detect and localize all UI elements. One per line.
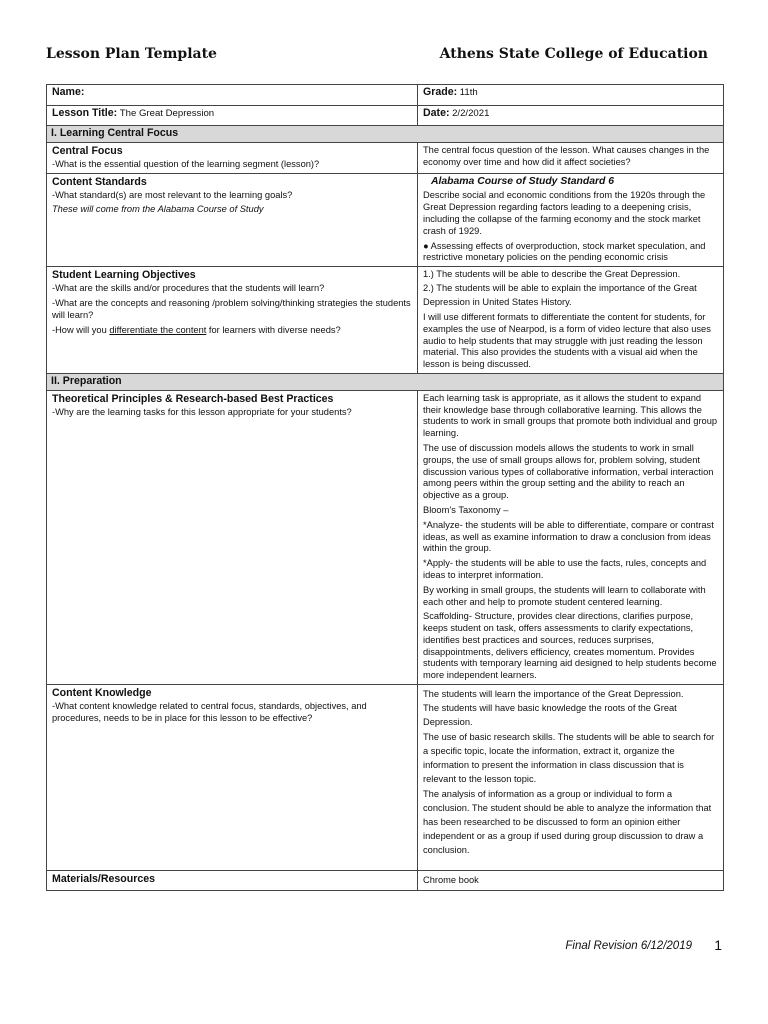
- content-standards-title: Content Standards: [52, 175, 147, 188]
- date-value: 2/2/2021: [452, 108, 490, 119]
- knowledge-paragraph: The students will have basic knowledge the roots of the Great Depression.: [423, 703, 677, 728]
- knowledge-paragraph: The analysis of information as a group or individual to form a conclusion. The student should be able to analyze the information that has been researched to be discussed to form an opinion either independent or as a group if used during group discussion to draw a conclusion.: [423, 788, 712, 856]
- page-number: 1: [714, 937, 722, 953]
- principles-row: [47, 390, 724, 684]
- standard-description: Describe social and economic conditions from the 1920s through the Great Depression regarding factors leading to a deepening crisis, including the collapse of the farming economy and the stock market crash of 1929.: [423, 190, 706, 236]
- institution-name: Athens State College of Education: [439, 46, 708, 62]
- document-footer: [422, 937, 722, 957]
- materials-answer: Chrome book: [423, 874, 479, 885]
- content-knowledge-title: Content Knowledge: [52, 687, 152, 700]
- name-label: Name:: [52, 86, 85, 98]
- central-focus-title: Central Focus: [52, 144, 123, 157]
- differentiate-link: differentiate the content: [109, 324, 207, 335]
- lesson-title-label: Lesson Title:: [52, 107, 118, 119]
- lesson-title-cell: [47, 106, 418, 126]
- document-title: Lesson Plan Template: [46, 46, 217, 62]
- central-focus-row: [47, 142, 724, 173]
- lesson-plan-table: [46, 84, 724, 891]
- knowledge-paragraph: The students will learn the importance of the Great Depression.: [423, 689, 684, 700]
- grade-value: 11th: [459, 87, 478, 98]
- info-row-1: [47, 85, 724, 106]
- principles-question: -Why are the learning tasks for this lesson appropriate for your students?: [52, 406, 352, 417]
- name-cell: [47, 85, 418, 106]
- content-knowledge-question: -What content knowledge related to central focus, standards, objectives, and procedures, needs to be in place for this lesson to be effective?: [52, 701, 367, 723]
- objectives-question-3: -How will you differentiate the content for learners with diverse needs?: [52, 324, 341, 335]
- standard-title: Alabama Course of Study Standard 6: [431, 175, 615, 187]
- revision-note: Final Revision 6/12/2019: [565, 940, 692, 952]
- date-cell: [418, 106, 724, 126]
- standard-bullet: ● Assessing effects of overproduction, stock market speculation, and restrictive monetary policies on the pending economic crisis: [423, 240, 706, 263]
- central-focus-answer: The central focus question of the lesson. What causes changes in the economy over time and how did it affect societies?: [423, 144, 710, 167]
- grade-cell: [418, 85, 724, 106]
- section-1-heading-row: [47, 126, 724, 143]
- principles-paragraph: By working in small groups, the students will learn to collaborate with each other and help to promote student centered learning.: [423, 584, 706, 607]
- principles-paragraph: Each learning task is appropriate, as it allows the student to expand their knowledge base through collaborative learning. This allows the students to work in small groups that promote both individual and group learning.: [423, 392, 718, 439]
- content-standards-note: These will come from the Alabama Course of Study: [52, 204, 264, 215]
- section-heading: II. Preparation: [47, 373, 724, 390]
- principles-paragraph: *Analyze- the students will be able to differentiate, compare or contrast ideas, as well as examine information to draw a conclusion from ideas within the group.: [423, 519, 714, 554]
- objectives-question-1: -What are the skills and/or procedures that the students will learn?: [52, 283, 325, 294]
- grade-label: Grade:: [423, 86, 458, 98]
- materials-title: Materials/Resources: [52, 872, 156, 885]
- objective-answer-1: 1.) The students will be able to describe the Great Depression.: [423, 269, 681, 280]
- central-focus-question: -What is the essential question of the learning segment (lesson)?: [52, 158, 320, 169]
- objectives-row: [47, 267, 724, 374]
- principles-paragraph: The use of discussion models allows the students to work in small groups, the use of small groups allows for, problem solving, student discussion various types of collaborative information, verbal interaction among peers within the group setting and the ability to reach an objective as a group.: [423, 442, 714, 501]
- date-label: Date:: [423, 107, 450, 119]
- materials-row: [47, 870, 724, 890]
- knowledge-paragraph: The use of basic research skills. The students will be able to search for a specific topic, locate the information, extract it, organize the information to present the information in class discussion that is relevant to the lesson topic.: [423, 731, 715, 785]
- principles-paragraph: *Apply- the students will be able to use the facts, rules, concepts and ideas to interpret information.: [423, 558, 707, 580]
- principles-title: Theoretical Principles & Research-based Best Practices: [52, 392, 334, 405]
- section-heading: I. Learning Central Focus: [47, 126, 724, 143]
- document-header: [46, 46, 708, 68]
- section-2-heading-row: [47, 373, 724, 390]
- principles-paragraph: Bloom’s Taxonomy –: [423, 504, 509, 515]
- content-knowledge-row: [47, 685, 724, 870]
- content-standards-question: -What standard(s) are most relevant to the learning goals?: [52, 189, 293, 200]
- principles-paragraph: Scaffolding- Structure, provides clear directions, clarifies purpose, keeps student on task, offers assessments to clarify expectations, identifies best practices and sources, reduces surprises, disappointments, delivers efficiency, creates momentum. Provides students with temporary learning aid designed to help students become more independent learners.: [423, 611, 717, 681]
- content-standards-row: [47, 173, 724, 267]
- objectives-title: Student Learning Objectives: [52, 269, 196, 282]
- objective-answer-2: 2.) The students will be able to explain the importance of the Great Depression in United States History.: [423, 282, 697, 307]
- objectives-question-2: -What are the concepts and reasoning /problem solving/thinking strategies the students will learn?: [52, 297, 411, 320]
- differentiation-answer: I will use different formats to differentiate the content for students, for examples the use of Nearpod, is a form of video lecture that also uses audio to help students that may struggle with just reading the lesson material. This also provides the students with a visual aid when the lesson is being discussed.: [423, 311, 711, 370]
- lesson-title-value: The Great Depression: [119, 108, 215, 119]
- info-row-2: [47, 106, 724, 126]
